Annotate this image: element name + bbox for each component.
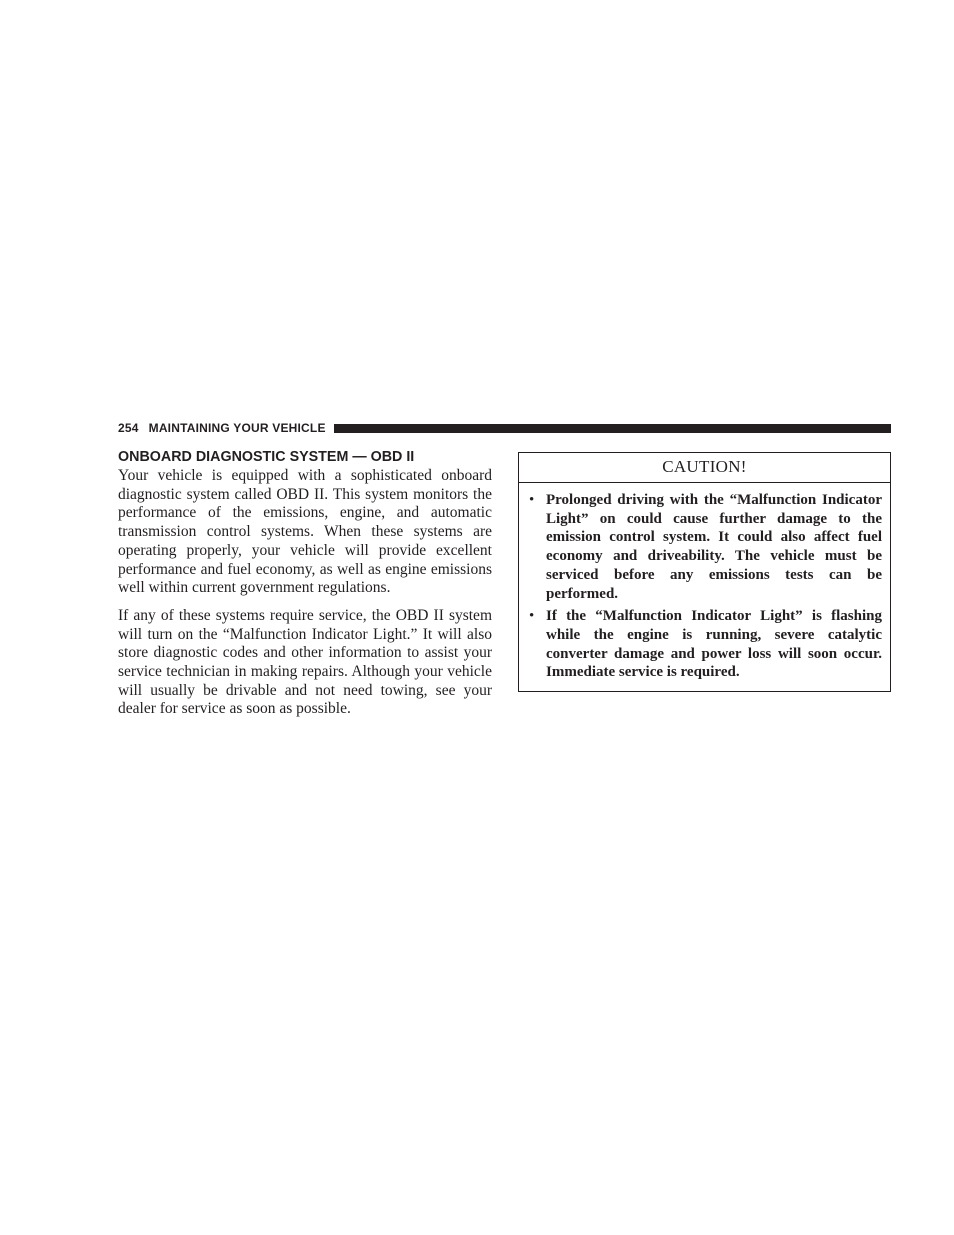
section-title: MAINTAINING YOUR VEHICLE [148,421,326,435]
caution-item [529,491,882,603]
article-heading: ONBOARD DIAGNOSTIC SYSTEM — OBD II [118,449,415,465]
header-rule [334,424,891,433]
caution-title: CAUTION! [519,453,890,483]
caution-box [518,452,891,692]
bullet-icon: • [529,608,535,625]
caution-list [519,483,890,682]
caution-item-text: If the “Malfunction Indicator Light” is flashing while the engine is running, severe catalytic converter damage and power loss will soon occur. Immediate service is required. [546,608,882,681]
paragraph-obd-service: If any of these systems require service, the OBD II system will turn on the “Malfunction Indicator Light.” It will also store diagnostic codes and other information to assist your service technician in making repairs. Although your vehicle will usually be drivable and not need towing, see your dealer for service as soon as possible. [118,606,492,718]
caution-item [529,607,882,682]
page-number: 254 [118,421,139,435]
paragraph-obd-overview: Your vehicle is equipped with a sophisticated onboard diagnostic system called OBD II. This system monitors the performance of the emissions, engine, and automatic transmission control systems. When these systems are operating properly, your vehicle will provide excellent performance and fuel economy, as well as engine emissions well within current government regulations. [118,467,492,597]
caution-item-text: Prolonged driving with the “Malfunction Indicator Light” on could cause further damage to the emission control system. It could also affect fuel economy and driveability. The vehicle must be serviced before any emissions tests can be performed. [546,492,882,602]
page-header [118,419,891,437]
bullet-icon: • [529,492,535,508]
article-column [118,448,492,719]
